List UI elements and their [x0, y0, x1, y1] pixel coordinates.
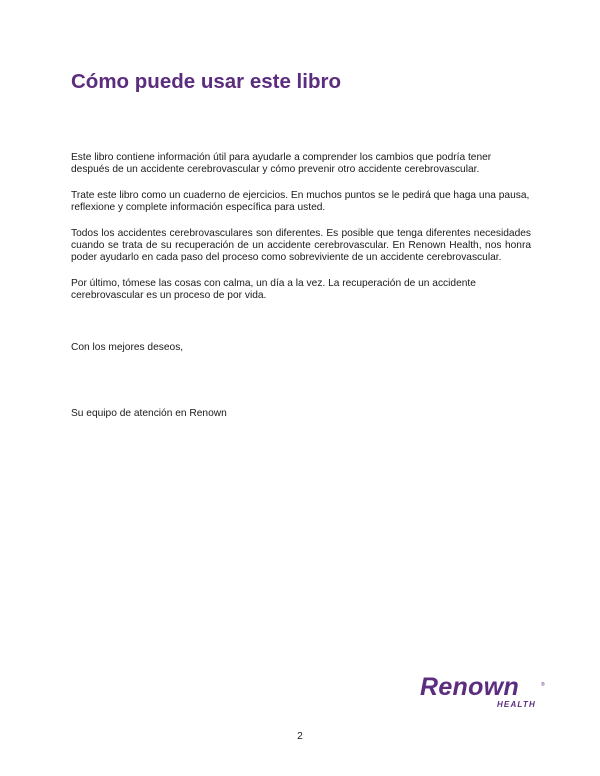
- paragraph-workbook: Trate este libro como un cuaderno de ejercicios. En muchos puntos se le pedirá que haga una pausa, reflexione y complete información específica para usted.: [71, 189, 530, 214]
- page-number: 2: [297, 731, 303, 742]
- paragraph-intro: Este libro contiene información útil para ayudarle a comprender los cambios que podría tener después de un accidente cerebrovascular y cómo prevenir otro accidente cerebrovascular.: [71, 152, 492, 176]
- renown-health-logo: [420, 673, 550, 713]
- paragraph-recovery: Por último, tómese las cosas con calma, un día a la vez. La recuperación de un accidente cerebrovascular es un proceso de por vida.: [71, 277, 476, 302]
- signature-line: Su equipo de atención en Renown: [71, 408, 227, 419]
- page-title: Cómo puede usar este libro: [71, 70, 341, 93]
- logo-subtitle: HEALTH: [496, 700, 536, 709]
- paragraph-differences: Todos los accidentes cerebrovasculares son diferentes. Es posible que tenga diferentes necesidades cuando se trata de su recuperación de un accidente cerebrovascular. En Renown Health, nos honra poder ayudarlo en cada paso del proceso como sobreviviente de un accidente cerebrovascular.: [71, 227, 531, 264]
- body-text: [71, 152, 531, 316]
- closing-line: Con los mejores deseos,: [71, 342, 184, 353]
- logo-wordmark: Renown: [420, 673, 520, 701]
- logo-registered-mark: ®: [541, 682, 545, 688]
